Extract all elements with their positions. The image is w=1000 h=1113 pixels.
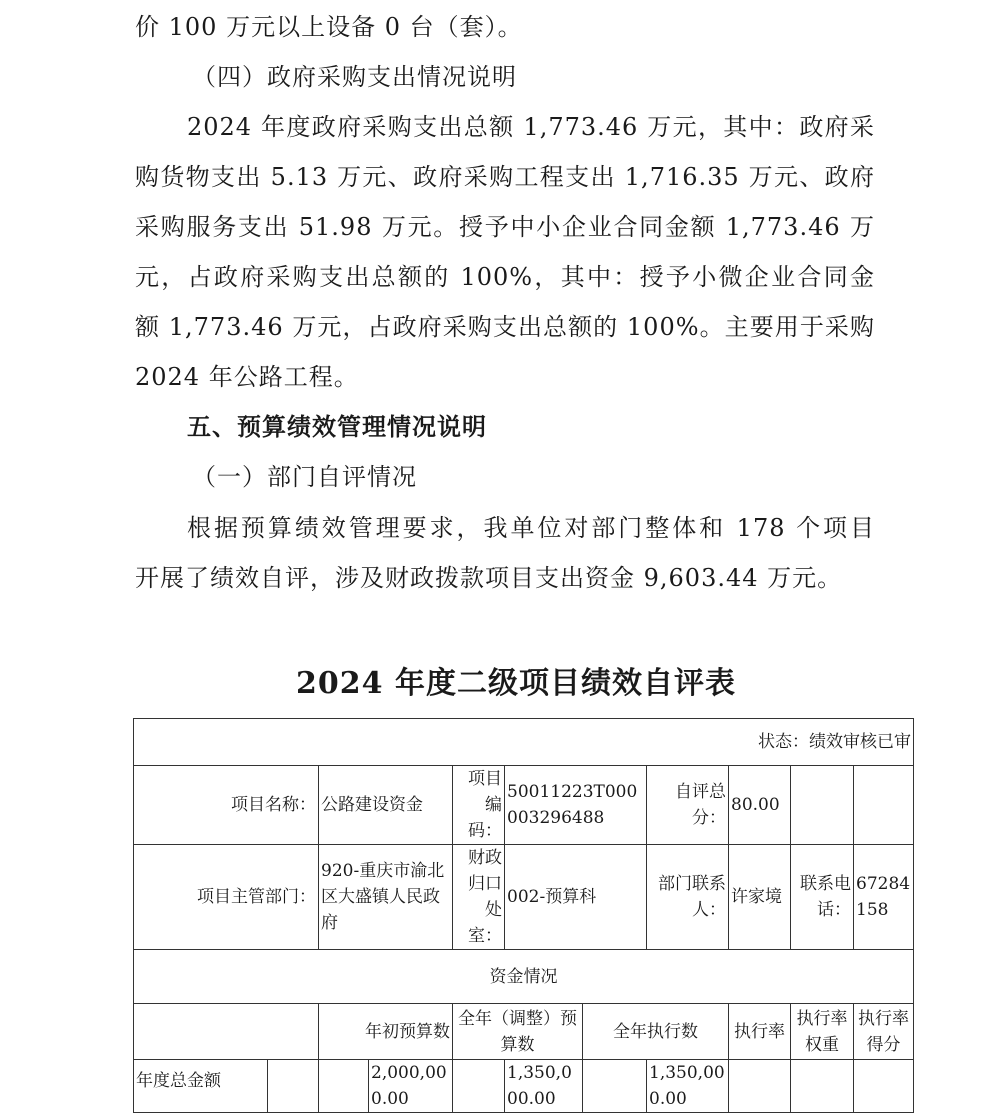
- col-initial-budget: 年初预算数: [319, 1004, 453, 1060]
- paragraph-line: 元，占政府采购支出总额的 100%，其中：授予小微企业合同金: [135, 263, 875, 291]
- project-code-label: 项目编码：: [453, 766, 505, 845]
- self-score-label: 自评总分：: [647, 766, 729, 845]
- finance-value: 002-预算科: [505, 845, 647, 950]
- phone-label: 联系电话：: [791, 845, 854, 950]
- project-code-value: 50011223T000003296488: [505, 766, 647, 845]
- col-exec-rate: 执行率: [729, 1004, 791, 1060]
- funds-header: 资金情况: [134, 950, 914, 1004]
- project-name-label: 项目名称：: [134, 766, 319, 845]
- empty-cell: [268, 1060, 319, 1113]
- empty-cell: [854, 766, 914, 845]
- paragraph-line: 2024 年公路工程。: [135, 363, 359, 391]
- col-executed: 全年执行数: [583, 1004, 729, 1060]
- row-total-executed: 1,350,000.00: [647, 1060, 729, 1113]
- paragraph-line: 2024 年度政府采购支出总额 1,773.46 万元，其中：政府采: [187, 113, 875, 141]
- empty-cell: [854, 1060, 914, 1113]
- col-adjusted-budget: 全年（调整）预算数: [453, 1004, 583, 1060]
- contact-value: 许家境: [729, 845, 791, 950]
- heading-self-evaluation: （一）部门自评情况: [192, 463, 417, 491]
- col-exec-weight: 执行率权重: [791, 1004, 854, 1060]
- dept-label: 项目主管部门：: [134, 845, 319, 950]
- row-total-adjusted: 1,350,000.00: [505, 1060, 583, 1113]
- performance-table: [133, 718, 914, 1113]
- dept-value: 920-重庆市渝北区大盛镇人民政府: [319, 845, 453, 950]
- phone-value: 67284158: [854, 845, 914, 950]
- heading-section-5: 五、预算绩效管理情况说明: [187, 412, 487, 441]
- paragraph-line: 价 100 万元以上设备 0 台（套）。: [135, 13, 523, 41]
- contact-label: 部门联系人：: [647, 845, 729, 950]
- empty-cell: [729, 1060, 791, 1113]
- empty-cell: [319, 1060, 369, 1113]
- row-total-initial: 2,000,000.00: [369, 1060, 453, 1113]
- empty-cell: [134, 1004, 319, 1060]
- paragraph-line: 额 1,773.46 万元，占政府采购支出总额的 100%。主要用于采购: [135, 313, 875, 341]
- paragraph-line: 采购服务支出 51.98 万元。授予中小企业合同金额 1,773.46 万: [135, 213, 875, 241]
- paragraph-line: 根据预算绩效管理要求，我单位对部门整体和 178 个项目: [187, 514, 875, 542]
- heading-gov-purchase: （四）政府采购支出情况说明: [192, 63, 517, 91]
- table-title: 2024 年度二级项目绩效自评表: [296, 666, 736, 701]
- project-name-value: 公路建设资金: [319, 766, 453, 845]
- empty-cell: [583, 1060, 647, 1113]
- paragraph-line: 开展了绩效自评，涉及财政拨款项目支出资金 9,603.44 万元。: [135, 564, 843, 592]
- empty-cell: [453, 1060, 505, 1113]
- empty-cell: [791, 766, 854, 845]
- row-total-label: 年度总金额: [134, 1060, 268, 1113]
- paragraph-line: 购货物支出 5.13 万元、政府采购工程支出 1,716.35 万元、政府: [135, 163, 875, 191]
- col-exec-score: 执行率得分: [854, 1004, 914, 1060]
- empty-cell: [791, 1060, 854, 1113]
- self-score-value: 80.00: [729, 766, 791, 845]
- finance-label: 财政归口处室：: [453, 845, 505, 950]
- status-badge: 状态：绩效审核已审: [134, 719, 914, 766]
